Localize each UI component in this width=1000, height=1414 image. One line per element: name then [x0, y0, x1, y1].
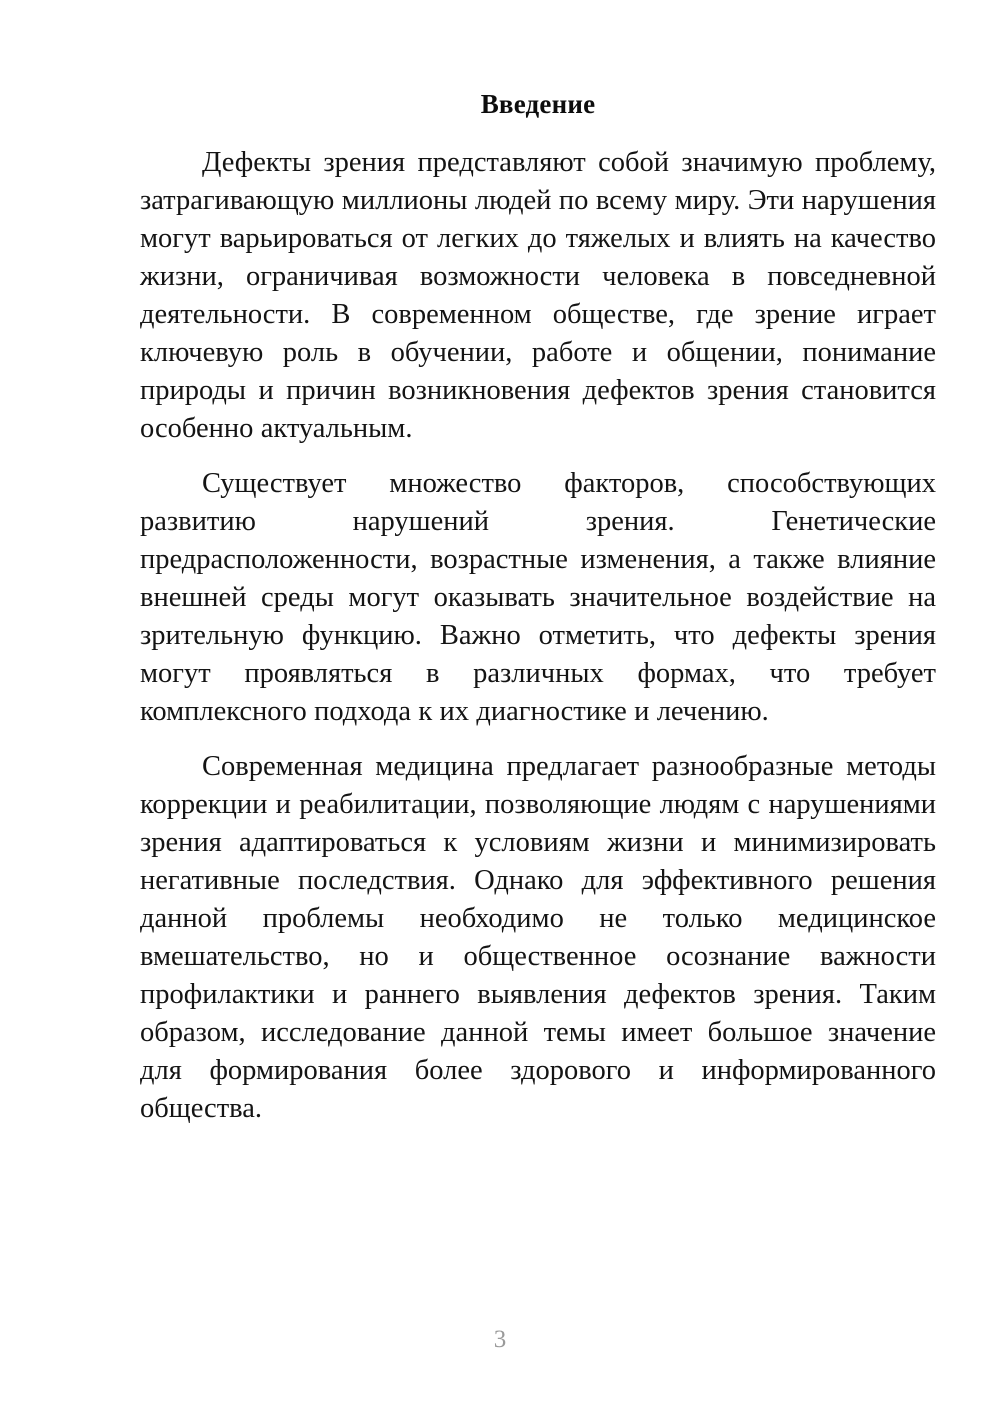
body-paragraph: Современная медицина предлагает разнообразные методы коррекции и реабилитации, позволяющие людям с нарушениями зрения адаптироваться к условиям жизни и минимизировать негативные последствия. Однако для эффективного решения данной проблемы необходимо не только медицинское вмешательство, но и общественное осознание важности профилактики и раннего выявления дефектов зрения. Таким образом, исследование данной темы имеет большое значение для формирования более здорового и информированного общества.: [140, 750, 936, 1124]
page-number: 3: [493, 1326, 507, 1353]
page-title: Введение: [480, 89, 596, 119]
body-paragraph: Дефекты зрения представляют собой значимую проблему, затрагивающую миллионы людей по всему миру. Эти нарушения могут варьироваться от легких до тяжелых и влиять на качество жизни, ограничивая возможности человека в повседневной деятельности. В современном обществе, где зрение играет ключевую роль в обучении, работе и общении, понимание природы и причин возникновения дефектов зрения становится особенно актуальным.: [140, 146, 936, 444]
body-paragraph: Существует множество факторов, способствующих развитию нарушений зрения. Генетические предрасположенности, возрастные изменения, а также влияние внешней среды могут оказывать значительное воздействие на зрительную функцию. Важно отметить, что дефекты зрения могут проявляться в различных формах, что требует комплексного подхода к их диагностике и лечению.: [140, 467, 936, 727]
page-content: [140, 88, 936, 1128]
